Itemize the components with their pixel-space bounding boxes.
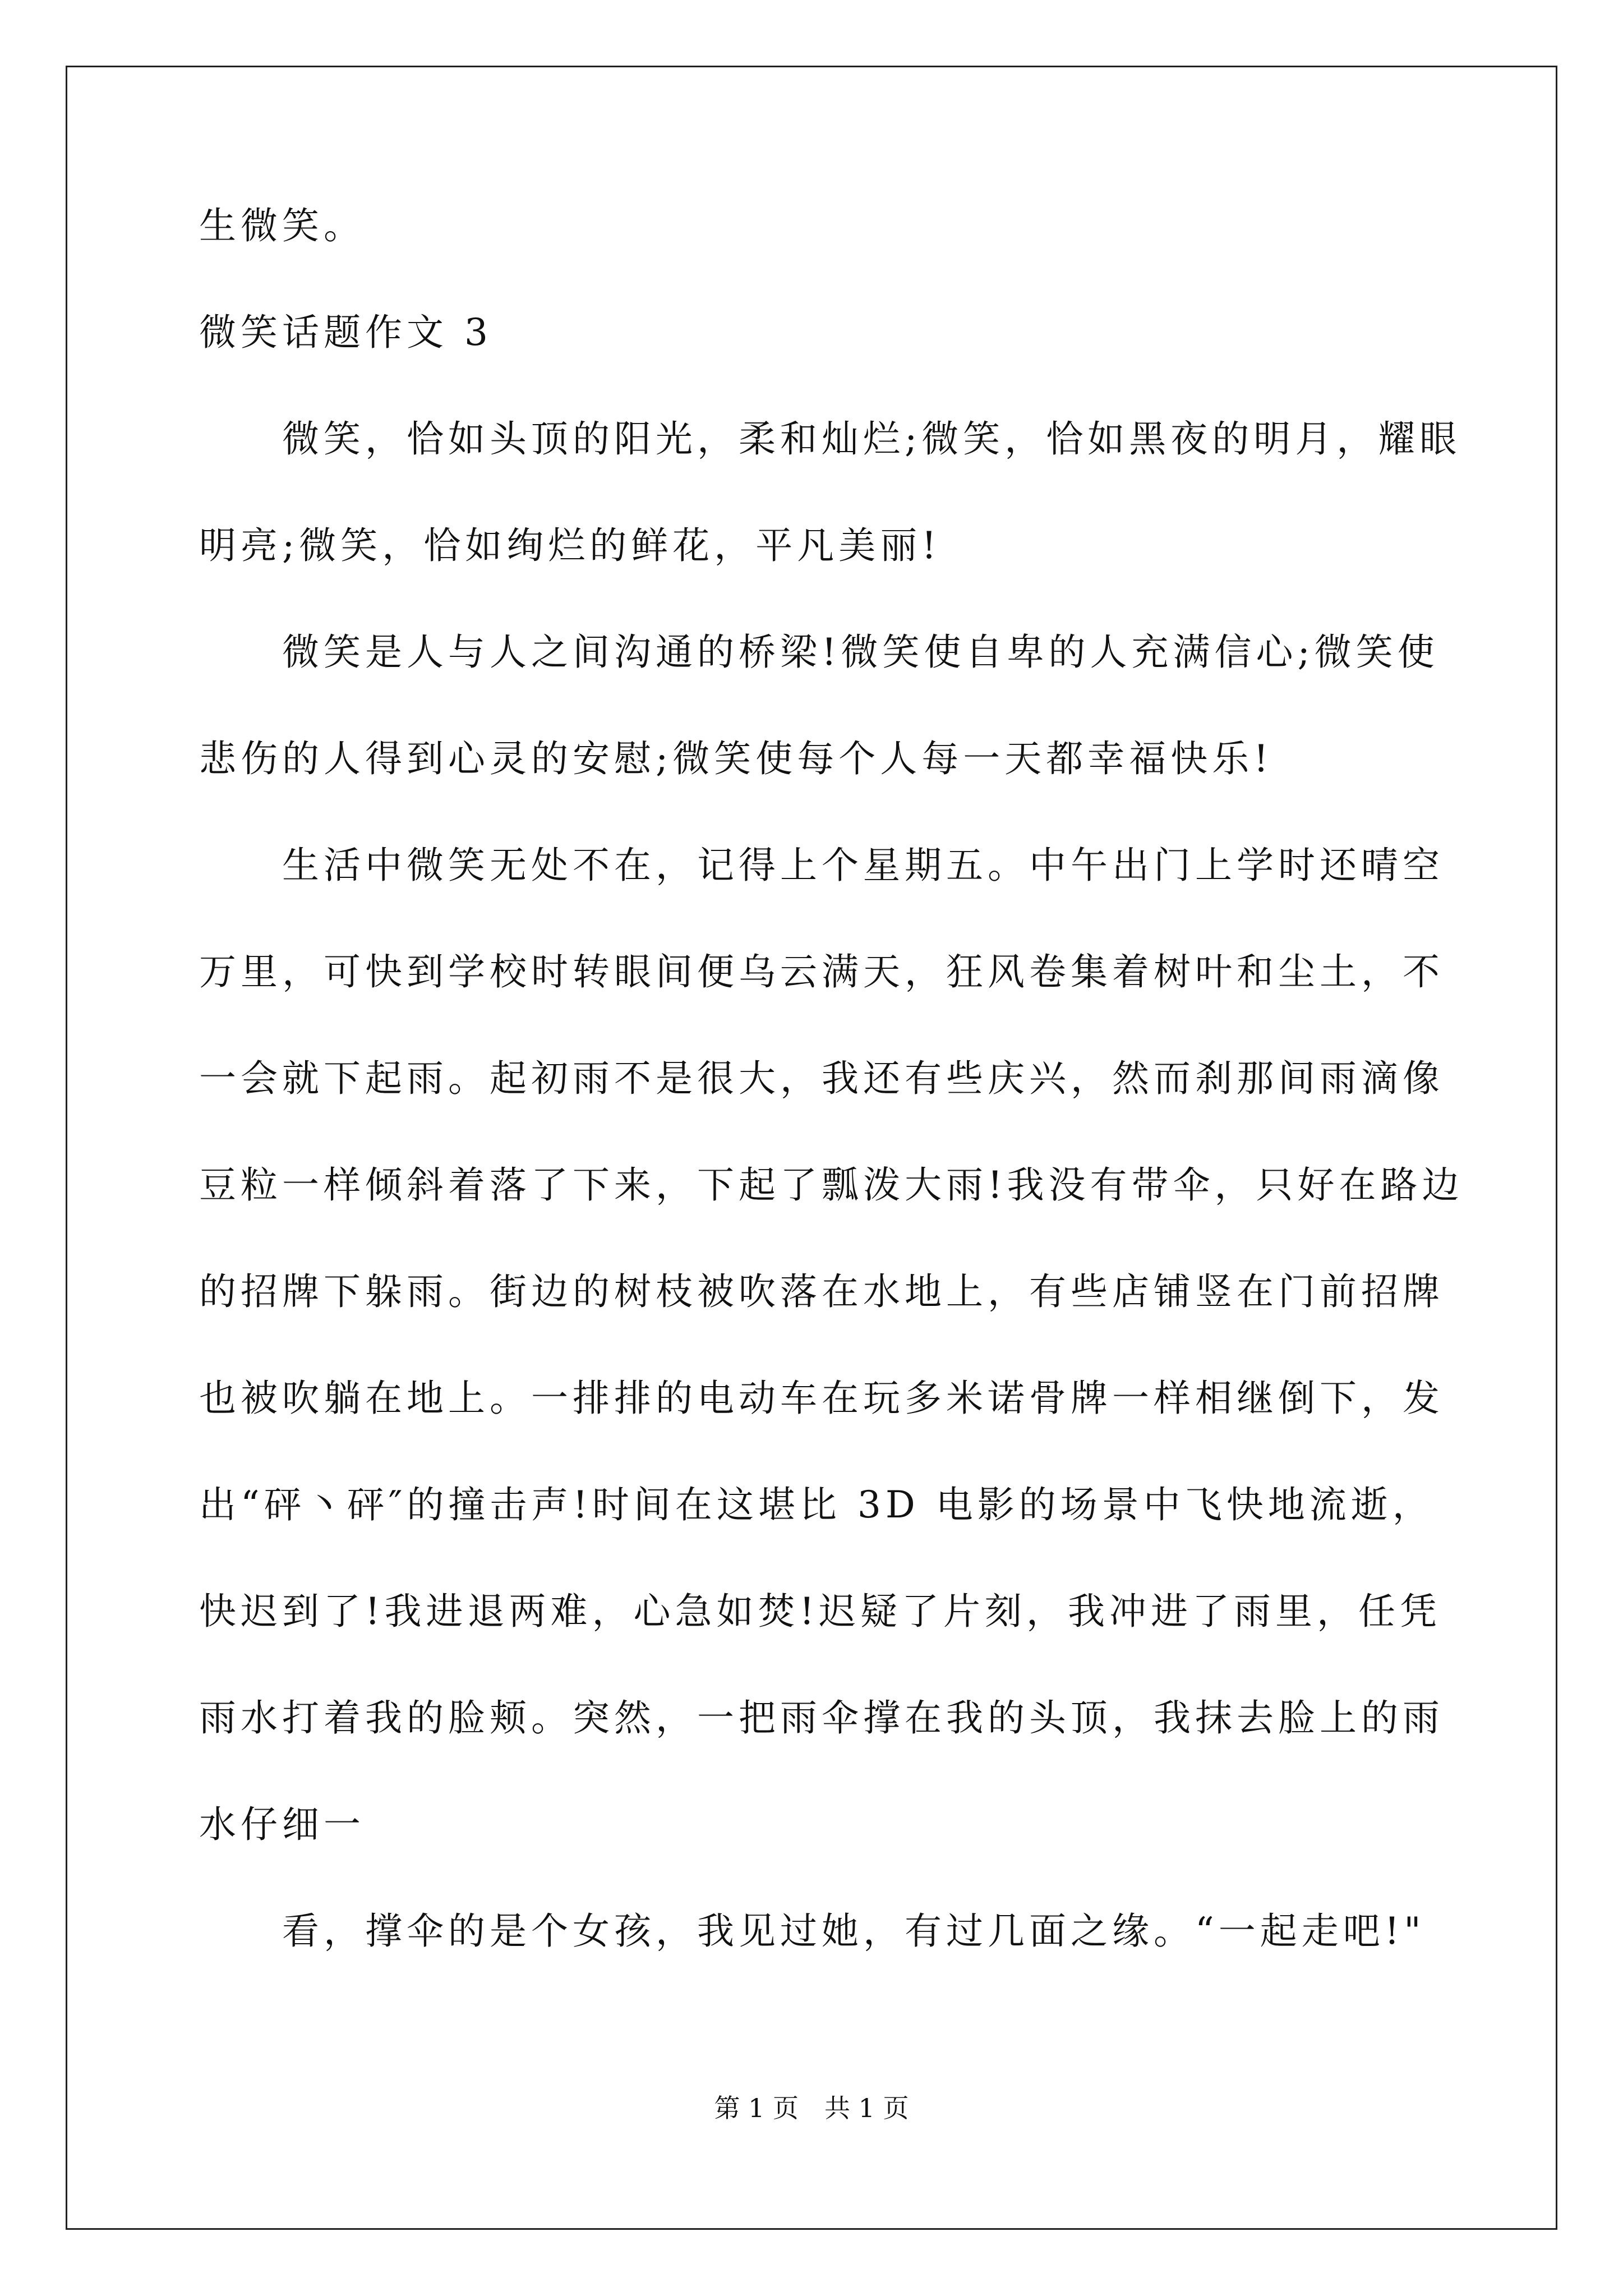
page-border	[66, 66, 1557, 2230]
text-line: 水仔细一	[199, 1803, 365, 1846]
text-line: 微笑是人与人之间沟通的桥梁!微笑使自卑的人充满信心;微笑使	[282, 631, 1439, 674]
text-line: 明亮;微笑，恰如绚烂的鲜花，平凡美丽!	[199, 524, 941, 567]
text-line: 一会就下起雨。起初雨不是很大，我还有些庆兴，然而刹那间雨滴像	[199, 1057, 1444, 1100]
text-line: 雨水打着我的脸颊。突然，一把雨伞撑在我的头顶，我抹去脸上的雨	[199, 1696, 1444, 1740]
text-line: 豆粒一样倾斜着落了下来，下起了瓢泼大雨!我没有带伞，只好在路边	[199, 1163, 1464, 1207]
section-title: 微笑话题作文 3	[199, 311, 492, 354]
text-line: 出“砰丶砰″的撞击声!时间在这堪比 3D 电影的场景中飞快地流逝，	[199, 1483, 1434, 1526]
text-line: 生微笑。	[199, 204, 365, 247]
text-line: 的招牌下躲雨。街边的树枝被吹落在水地上，有些店铺竖在门前招牌	[199, 1270, 1444, 1313]
page-number-footer: 第 1 页 共 1 页	[714, 2093, 909, 2123]
text-line: 也被吹躺在地上。一排排的电动车在玩多米诺骨牌一样相继倒下，发	[199, 1377, 1444, 1420]
text-line: 悲伤的人得到心灵的安慰;微笑使每个人每一天都幸福快乐!	[199, 737, 1273, 780]
text-line: 看，撑伞的是个女孩，我见过她，有过几面之缘。“一起走吧!"	[282, 1910, 1426, 1953]
text-line: 万里，可快到学校时转眼间便乌云满天，狂风卷集着树叶和尘土，不	[199, 950, 1444, 993]
text-line: 快迟到了!我进退两难，心急如焚!迟疑了片刻，我冲进了雨里，任凭	[199, 1590, 1442, 1633]
text-line: 微笑，恰如头顶的阳光，柔和灿烂;微笑，恰如黑夜的明月，耀眼	[282, 417, 1461, 461]
text-line: 生活中微笑无处不在，记得上个星期五。中午出门上学时还晴空	[282, 844, 1444, 887]
